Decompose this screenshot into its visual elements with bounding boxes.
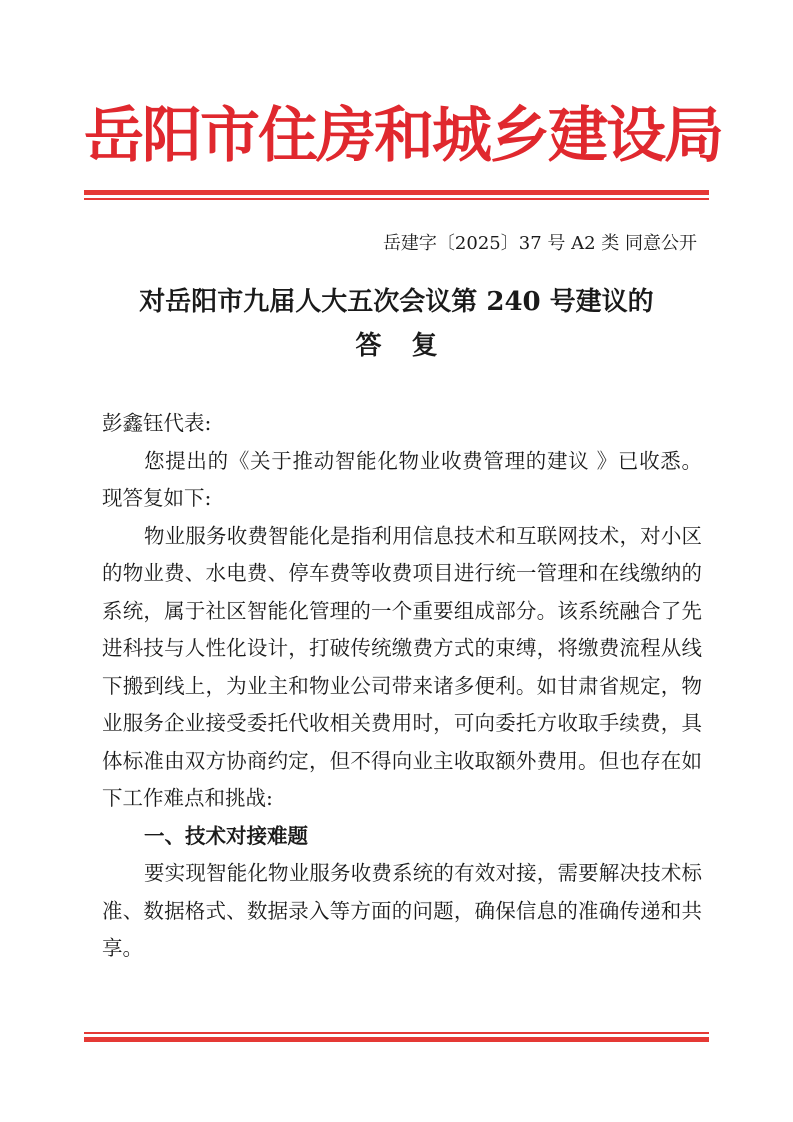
document-title bbox=[84, 280, 709, 368]
title-line-2: 答复 bbox=[355, 331, 468, 361]
title-line-1: 对岳阳市九届人大五次会议第 240 号建议的 bbox=[139, 287, 654, 317]
paragraph-acknowledgement: 您提出的《关于推动智能化物业收费管理的建议 》已收悉。现答复如下: bbox=[102, 448, 702, 510]
header-divider bbox=[84, 190, 709, 200]
document-body bbox=[102, 405, 702, 968]
document-number: 岳建字〔2025〕37 号 A2 类 同意公开 bbox=[382, 233, 697, 254]
paragraph-technical-integration: 要实现智能化物业服务收费系统的有效对接，需要解决技术标准、数据格式、数据录入等方面的问题，确保信息的准确传递和共享。 bbox=[102, 861, 702, 960]
paragraph-background: 物业服务收费智能化是指利用信息技术和互联网技术，对小区的物业费、水电费、停车费等收费项目进行统一管理和在线缴纳的系统，属于社区智能化管理的一个重要组成部分。该系统融合了先进科技与人性化设计，打破传统缴费方式的束缚，将缴费流程从线下搬到线上，为业主和物业公司带来诸多便利。如甘肃省规定，物业服务企业接受委托代收相关费用时，可向委托方收取手续费，具体标准由双方协商约定，但不得向业主收取额外费用。但也存在如下工作难点和挑战: bbox=[102, 523, 702, 810]
salutation: 彭鑫钰代表: bbox=[102, 411, 212, 435]
footer-divider bbox=[84, 1032, 709, 1042]
section-heading-1: 一、技术对接难题 bbox=[144, 823, 308, 848]
org-masthead-title: 岳阳市住房和城乡建设局 bbox=[84, 101, 722, 171]
